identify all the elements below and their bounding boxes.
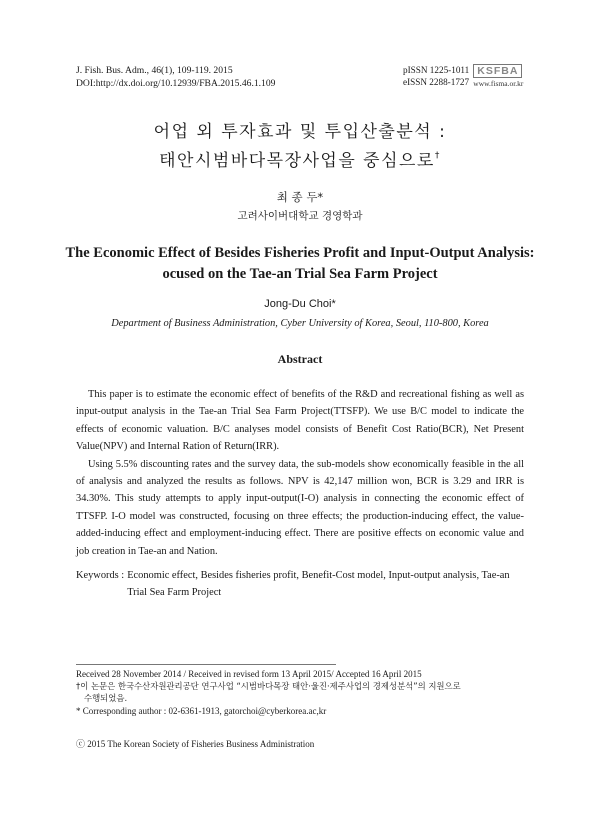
received-dates: Received 28 November 2014 / Received in revised form 13 April 2015/ Accepted 16 April 2015 xyxy=(76,669,422,679)
logo-url[interactable]: www.fisma.or.kr xyxy=(473,79,524,88)
keywords-label: Keywords : xyxy=(76,570,125,581)
title-footnote-mark: † xyxy=(434,151,441,161)
journal-citation: J. Fish. Bus. Adm., 46(1), 109-119. 2015 xyxy=(76,65,233,76)
english-title-line2: ocused on the Tae-an Trial Sea Farm Project xyxy=(162,266,438,282)
english-title-line1: The Economic Effect of Besides Fisheries Profit and Input-Output Analysis: xyxy=(65,245,535,261)
keywords xyxy=(76,567,524,601)
korean-title-line1: 어업 외 투자효과 및 투입산출분석 : xyxy=(153,122,447,142)
doi-link[interactable]: DOI:http://dx.doi.org/10.12939/FBA.2015.46.1.109 xyxy=(76,78,276,89)
copyright: ⓒ 2015 The Korean Society of Fisheries Business Administration xyxy=(76,739,315,749)
funding-note-line1: †이 논문은 한국수산자원관리공단 연구사업 “시범바다목장 태안·울진·제주사업의 경제성분석”의 지원으로 xyxy=(76,681,461,692)
korean-author: 최 종 두* xyxy=(276,190,324,204)
keywords-text: Economic effect, Besides fisheries profit, Benefit-Cost model, Input-output analysis, Tae-an Trial Sea Farm Project xyxy=(127,570,510,598)
footnote-divider xyxy=(76,664,336,665)
journal-header xyxy=(76,64,275,90)
english-author: Jong-Du Choi* xyxy=(264,298,336,310)
korean-affiliation: 고려사이버대학교 경영학과 xyxy=(237,210,363,222)
abstract-paragraph-2: Using 5.5% discounting rates and the survey data, the sub-models show economically feasible in the all of analysis and analyzed the results as follows. NPV is 42,147 million won, BCR is 3.29 and IRR is 34.30%. This study attempts to apply input-output(I-O) analysis in connecting the economic effect of TTSFP. I-O model was constructed, focusing on three effects; the production-inducing effect, the value-added-inducing effect and employment-inducing effect. There are positive effects on economic value and job creation in Tae-an and Nation. xyxy=(76,458,524,557)
pissn: pISSN 1225-1011 xyxy=(403,65,470,75)
logo-text: KSFBA xyxy=(473,64,522,78)
eissn: eISSN 2288-1727 xyxy=(403,77,470,87)
ksfba-logo xyxy=(473,64,523,88)
korean-title xyxy=(0,120,600,173)
footnotes xyxy=(76,668,524,717)
korean-title-line2: 태안시범바다목장사업을 중심으로 xyxy=(159,151,435,171)
abstract-heading: Abstract xyxy=(277,352,323,366)
english-title xyxy=(0,243,600,285)
corresponding-author: * Corresponding author : 02-6361-1913, gatorchoi@cyberkorea.ac,kr xyxy=(76,705,327,716)
english-affiliation: Department of Business Administration, Cyber University of Korea, Seoul, 110-800, Korea xyxy=(111,318,489,329)
issn-block xyxy=(403,64,523,88)
abstract-body xyxy=(76,386,524,560)
funding-note-line2: 수행되었음. xyxy=(84,693,128,704)
abstract-paragraph-1: This paper is to estimate the economic effect of benefits of the R&D and recreational fishing as well as input-output analysis in the Tae-an Trial Sea Farm Project(TTSFP). We use B/C model to indicate the effects of economic valuation. B/C analyses model consists of Benefit Cost Ratio(BCR), Net Present Value(NPV) and Internal Ration of Return(IRR). xyxy=(76,389,524,453)
